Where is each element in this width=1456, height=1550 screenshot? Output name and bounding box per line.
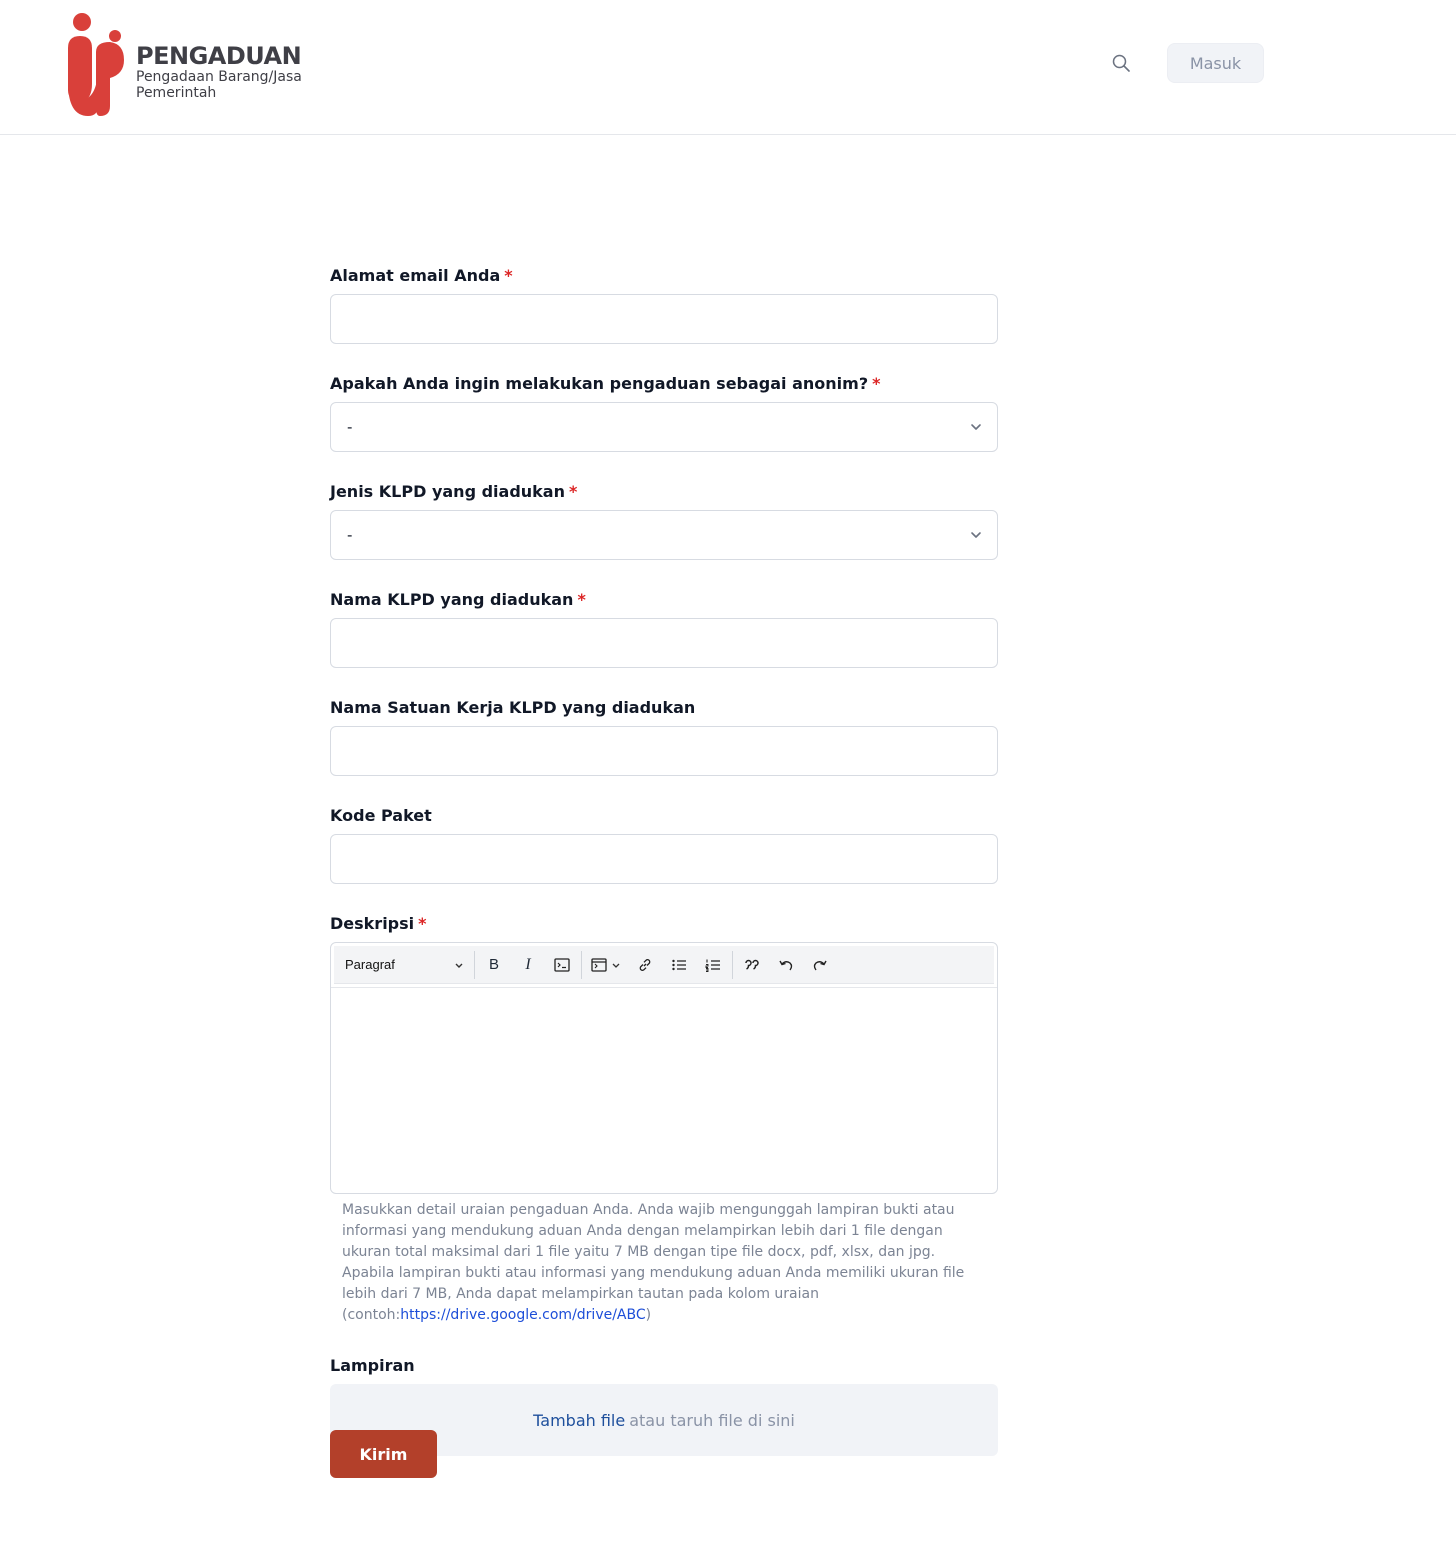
required-mark: * bbox=[569, 482, 578, 501]
klpd-type-label-text: Jenis KLPD yang diadukan bbox=[330, 482, 565, 501]
package-code-field[interactable] bbox=[331, 835, 997, 883]
work-unit-field-wrapper bbox=[330, 726, 998, 776]
insert-code-icon bbox=[591, 958, 607, 972]
paragraph-style-label: Paragraf bbox=[345, 957, 395, 972]
klpd-type-group bbox=[330, 478, 998, 560]
code-block-icon bbox=[554, 958, 570, 972]
brand-title: PENGADUAN bbox=[136, 42, 302, 70]
klpd-type-select[interactable] bbox=[330, 510, 998, 560]
redo-button[interactable] bbox=[803, 946, 837, 984]
code-block-button[interactable] bbox=[545, 946, 579, 984]
insert-code-button[interactable] bbox=[584, 946, 628, 984]
login-button[interactable]: Masuk bbox=[1167, 43, 1264, 83]
undo-button[interactable] bbox=[769, 946, 803, 984]
search-button[interactable] bbox=[1108, 50, 1134, 76]
blockquote-button[interactable] bbox=[735, 946, 769, 984]
package-code-label bbox=[330, 802, 998, 830]
email-group bbox=[330, 262, 998, 344]
required-mark: * bbox=[504, 266, 513, 285]
email-field[interactable] bbox=[331, 295, 997, 343]
anonymous-label bbox=[330, 370, 998, 398]
redo-icon bbox=[812, 958, 828, 972]
logo-mark-icon bbox=[66, 12, 128, 118]
klpd-type-label bbox=[330, 478, 998, 506]
undo-icon bbox=[778, 958, 794, 972]
chevron-down-icon bbox=[969, 420, 983, 434]
numbered-list-button[interactable] bbox=[696, 946, 730, 984]
klpd-name-label-text: Nama KLPD yang diadukan bbox=[330, 590, 574, 609]
klpd-name-group bbox=[330, 586, 998, 668]
klpd-name-label bbox=[330, 586, 998, 614]
klpd-name-field-wrapper bbox=[330, 618, 998, 668]
brand-logo[interactable] bbox=[66, 12, 316, 118]
required-mark: * bbox=[418, 914, 427, 933]
work-unit-group bbox=[330, 694, 998, 776]
bulleted-list-icon bbox=[671, 958, 687, 972]
description-help-text bbox=[330, 1200, 998, 1326]
help-close: ) bbox=[645, 1307, 652, 1323]
anonymous-group bbox=[330, 370, 998, 452]
work-unit-field[interactable] bbox=[331, 727, 997, 775]
help-text: Masukkan detail uraian pengaduan Anda. Anda wajib mengunggah lampiran bukti atau informasi yang mendukung aduan Anda dengan melampirkan lebih dari 1 file dengan ukuran total maksimal dari 1 file yaitu 7 MB dengan tipe file docx, pdf, xlsx, dan jpg. Apabila lampiran bukti atau informasi yang mendukung aduan Anda memiliki ukuran file lebih dari 7 MB, Anda dapat melampirkan tautan pada kolom uraian (contoh: bbox=[342, 1202, 965, 1323]
work-unit-label bbox=[330, 694, 998, 722]
editor-content-area[interactable] bbox=[331, 987, 997, 1193]
work-unit-label-text: Nama Satuan Kerja KLPD yang diadukan bbox=[330, 698, 696, 717]
search-icon bbox=[1112, 54, 1130, 72]
submit-button[interactable]: Kirim bbox=[330, 1430, 437, 1478]
blockquote-icon bbox=[745, 959, 759, 971]
klpd-name-field[interactable] bbox=[331, 619, 997, 667]
chevron-down-icon bbox=[611, 960, 621, 970]
bulleted-list-button[interactable] bbox=[662, 946, 696, 984]
anonymous-select-value: - bbox=[347, 418, 353, 436]
email-label-text: Alamat email Anda bbox=[330, 266, 501, 285]
link-button[interactable] bbox=[628, 946, 662, 984]
bold-button[interactable] bbox=[477, 946, 511, 984]
description-label-text: Deskripsi bbox=[330, 914, 415, 933]
link-icon bbox=[637, 957, 653, 973]
klpd-type-select-value: - bbox=[347, 526, 353, 544]
required-mark: * bbox=[577, 590, 586, 609]
toolbar-divider bbox=[732, 951, 733, 979]
rich-text-editor bbox=[330, 942, 998, 1194]
toolbar-divider bbox=[581, 951, 582, 979]
bold-icon: B bbox=[488, 956, 499, 973]
chevron-down-icon bbox=[454, 960, 464, 970]
description-group bbox=[330, 910, 998, 1326]
brand-subtitle: Pengadaan Barang/Jasa Pemerintah bbox=[136, 69, 302, 101]
italic-icon: I bbox=[525, 955, 531, 973]
italic-button[interactable] bbox=[511, 946, 545, 984]
attachment-label bbox=[330, 1352, 998, 1380]
paragraph-style-dropdown[interactable] bbox=[334, 946, 472, 984]
description-label bbox=[330, 910, 998, 938]
chevron-down-icon bbox=[969, 528, 983, 542]
package-code-field-wrapper bbox=[330, 834, 998, 884]
email-label bbox=[330, 262, 998, 290]
package-code-group bbox=[330, 802, 998, 884]
email-field-wrapper bbox=[330, 294, 998, 344]
complaint-form bbox=[330, 262, 998, 1456]
required-mark: * bbox=[872, 374, 881, 393]
example-link[interactable]: https://drive.google.com/drive/ABC bbox=[400, 1307, 646, 1323]
package-code-label-text: Kode Paket bbox=[330, 806, 432, 825]
anonymous-label-text: Apakah Anda ingin melakukan pengaduan sebagai anonim? bbox=[330, 374, 869, 393]
attachment-label-text: Lampiran bbox=[330, 1356, 415, 1375]
add-file-link[interactable]: Tambah file bbox=[533, 1410, 626, 1430]
numbered-list-icon bbox=[705, 958, 721, 972]
site-header bbox=[0, 0, 1456, 135]
editor-toolbar bbox=[334, 946, 994, 984]
drop-hint: atau taruh file di sini bbox=[629, 1410, 795, 1430]
anonymous-select[interactable] bbox=[330, 402, 998, 452]
toolbar-divider bbox=[474, 951, 475, 979]
